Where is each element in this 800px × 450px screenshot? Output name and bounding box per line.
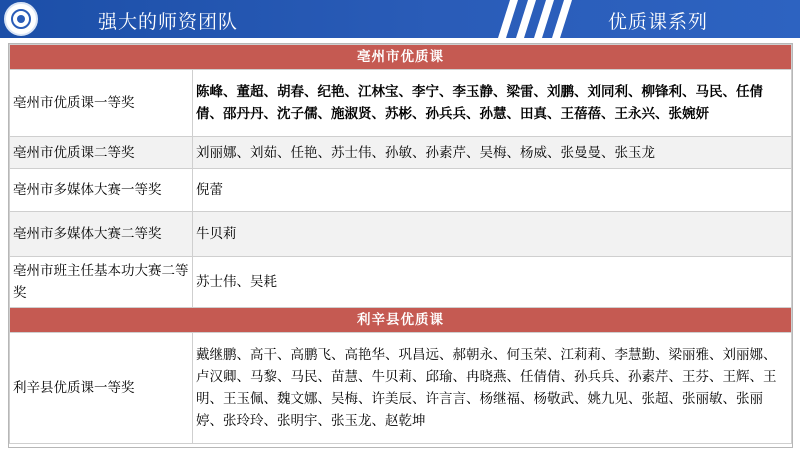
- school-emblem-icon: [4, 2, 38, 36]
- section-title: 优质课系列: [608, 11, 709, 33]
- decorative-stripes: [496, 0, 586, 38]
- header-banner: [0, 0, 800, 38]
- award-cell: 亳州市优质课二等奖: [10, 137, 193, 169]
- names-cell: 陈峰、董超、胡春、纪艳、江林宝、李宁、李玉静、梁雷、刘鹏、刘同利、柳锋利、马民、任倩倩、邵丹丹、沈子儒、施淑贤、苏彬、孙兵兵、孙慧、田真、王蓓蓓、王永兴、张婉妍: [193, 70, 792, 137]
- award-cell: 亳州市多媒体大赛一等奖: [10, 169, 193, 212]
- section-header-row: [10, 45, 792, 70]
- award-cell: 亳州市优质课一等奖: [10, 70, 193, 137]
- section-title-cell: 利辛县优质课: [10, 308, 792, 333]
- names-cell: 戴继鹏、高干、高鹏飞、高艳华、巩昌远、郝朝永、何玉荣、江莉莉、李慧勤、梁丽雅、刘丽娜、卢汉卿、马黎、马民、苗慧、牛贝莉、邱瑜、冉晓燕、任倩倩、孙兵兵、孙素芹、王芬、王辉、王明、王玉佩、魏文娜、吴梅、许美辰、许言言、杨继福、杨敬武、姚九见、张超、张丽敏、张丽婷、张玲玲、张明宇、张玉龙、赵乾坤: [193, 333, 792, 444]
- names-cell: 倪蕾: [193, 169, 792, 212]
- award-cell: 亳州市多媒体大赛二等奖: [10, 212, 193, 257]
- award-cell: 利辛县优质课一等奖: [10, 333, 193, 444]
- award-cell: 亳州市班主任基本功大赛二等奖: [10, 257, 193, 308]
- table-row: [10, 169, 792, 212]
- table-row: [10, 333, 792, 444]
- section-header-row: [10, 308, 792, 333]
- names-cell: 牛贝莉: [193, 212, 792, 257]
- table-row: [10, 212, 792, 257]
- page-title: 强大的师资团队: [98, 11, 239, 33]
- awards-table: [8, 43, 793, 448]
- names-cell: 刘丽娜、刘茹、任艳、苏士伟、孙敏、孙素芹、吴梅、杨威、张曼曼、张玉龙: [193, 137, 792, 169]
- section-title-cell: 亳州市优质课: [10, 45, 792, 70]
- table-row: [10, 137, 792, 169]
- names-cell: 苏士伟、吴耗: [193, 257, 792, 308]
- table-row: [10, 70, 792, 137]
- table-row: [10, 257, 792, 308]
